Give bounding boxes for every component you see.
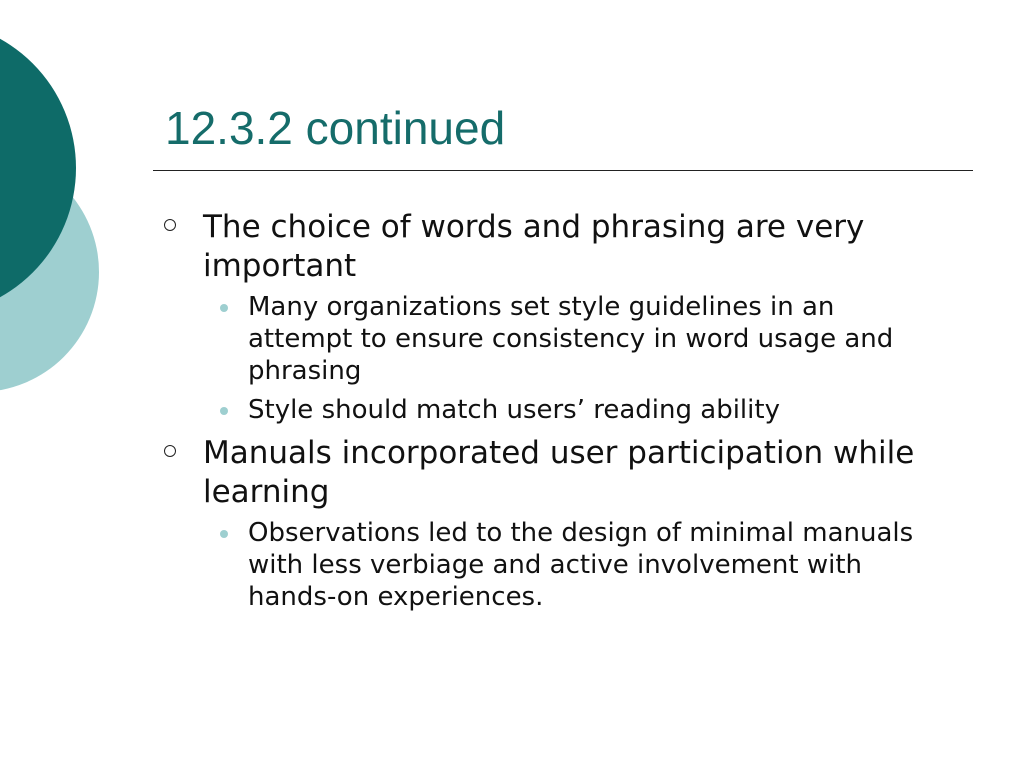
filled-dot-icon <box>220 304 228 312</box>
bullet-text: The choice of words and phrasing are very important <box>203 209 865 284</box>
hollow-circle-icon <box>164 219 176 231</box>
sub-bullet-list <box>203 291 940 426</box>
title-divider <box>153 170 973 171</box>
sub-bullet-list <box>203 517 940 613</box>
slide-title: 12.3.2 continued <box>165 102 506 154</box>
bullet-item <box>160 208 940 426</box>
filled-dot-icon <box>220 530 228 538</box>
bullet-text: Manuals incorporated user participation while learning <box>203 435 915 510</box>
bullet-item <box>160 434 940 613</box>
sub-bullet-item <box>203 394 940 426</box>
hollow-circle-icon <box>164 445 176 457</box>
sub-bullet-item <box>203 517 940 613</box>
bullet-list <box>160 208 940 621</box>
sub-bullet-text: Style should match users’ reading ability <box>248 395 780 425</box>
sub-bullet-text: Many organizations set style guidelines in an attempt to ensure consistency in word usage and phrasing <box>248 292 894 386</box>
sub-bullet-item <box>203 291 940 387</box>
sub-bullet-text: Observations led to the design of minimal manuals with less verbiage and active involvement with hands-on experiences. <box>248 518 914 612</box>
filled-dot-icon <box>220 407 228 415</box>
